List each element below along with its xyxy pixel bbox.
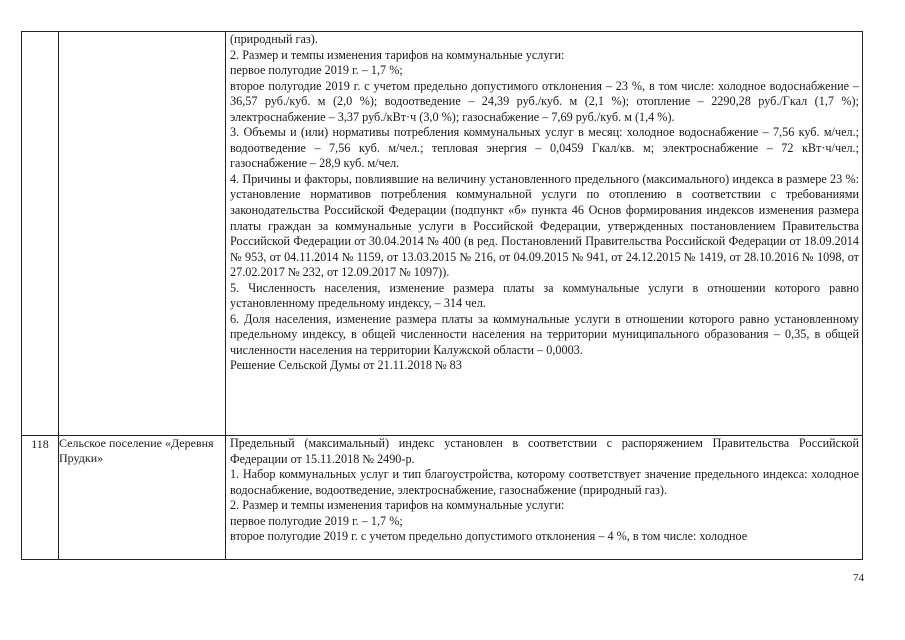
paragraph: 6. Доля населения, изменение размера платы за коммунальные услуги в отношении которого равно установленному предельному индексу, в общей численности населения на территории муниципального образования – 0,35, в общей численности населения на территории Калужской области – 0,0003.	[230, 311, 859, 357]
paragraph: первое полугодие 2019 г. – 1,7 %;	[230, 63, 403, 78]
content-cell	[226, 32, 863, 436]
paragraph: 4. Причины и факторы, повлиявшие на величину установленного предельного (максимального) индекса в размере 23 %: установление нормативов потребления коммунальной услуги по отоплению в соответствии с требованиями законодательства Российской Федерации (подпункт «б» пункта 46 Основ формирования индексов изменения размера платы граждан за коммунальные услуги в Российской Федерации, утвержденных постановлением Правительства Российской Федерации от 30.04.2014 № 400 (в ред. Постановлений Правительства Российской Федерации от 18.09.2014 № 953, от 04.11.2014 № 1159, от 13.03.2015 № 216, от 04.09.2015 № 941, от 24.12.2015 № 1419, от 28.10.2016 № 1098, от 27.02.2017 № 232, от 12.09.2017 № 1097)).	[230, 171, 859, 280]
paragraph: первое полугодие 2019 г. – 1,7 %;	[230, 513, 403, 528]
municipality-name-cell: Сельское поселение «Деревня Прудки»	[59, 436, 226, 560]
table-row	[22, 32, 863, 436]
page-number: 74	[853, 572, 864, 584]
row-number-cell	[22, 32, 59, 436]
paragraph: 2. Размер и темпы изменения тарифов на коммунальные услуги:	[230, 498, 565, 513]
table-row	[22, 436, 863, 560]
municipality-name-cell	[59, 32, 226, 436]
paragraph: 5. Численность населения, изменение размера платы за коммунальные услуги в отношении которого равно установленному предельному индексу, – 314 чел.	[230, 280, 859, 311]
paragraph: Предельный (максимальный) индекс установлен в соответствии с распоряжением Правительства Российской Федерации от 15.11.2018 № 2490-р.	[230, 436, 859, 466]
content-cell	[226, 436, 863, 560]
paragraph: Решение Сельской Думы от 21.11.2018 № 83	[230, 358, 462, 373]
paragraph: 2. Размер и темпы изменения тарифов на коммунальные услуги:	[230, 47, 565, 62]
paragraph: 1. Набор коммунальных услуг и тип благоустройства, которому соответствует значение предельного индекса: холодное водоснабжение, водоотведение, электроснабжение, газоснабжение (природный газ).	[230, 467, 859, 497]
paragraph: второе полугодие 2019 г. с учетом предельно допустимого отклонения – 4 %, в том числе: холодное	[230, 529, 748, 544]
paragraph: 3. Объемы и (или) нормативы потребления коммунальных услуг в месяц: холодное водоснабжение – 7,56 куб. м/чел.; водоотведение – 7,56 куб. м/чел.; тепловая энергия – 0,0459 Гкал/кв. м; электроснабжение – 72 кВт·ч/чел.; газоснабжение – 28,9 куб. м/чел.	[230, 125, 859, 171]
paragraph: (природный газ).	[230, 32, 318, 46]
row-number-cell: 118	[22, 436, 59, 560]
paragraph: второе полугодие 2019 г. с учетом предельно допустимого отклонения – 23 %, в том числе: холодное водоснабжение – 36,57 руб./куб. м (2,0 %); водоотведение – 24,39 руб./куб. м (2,1 %); отопление – 2290,28 руб./Гкал (1,7 %); электроснабжение – 3,37 руб./кВт·ч (3,0 %); газоснабжение – 7,69 руб./куб. м (1,4 %).	[230, 78, 859, 124]
document-table	[21, 31, 863, 560]
